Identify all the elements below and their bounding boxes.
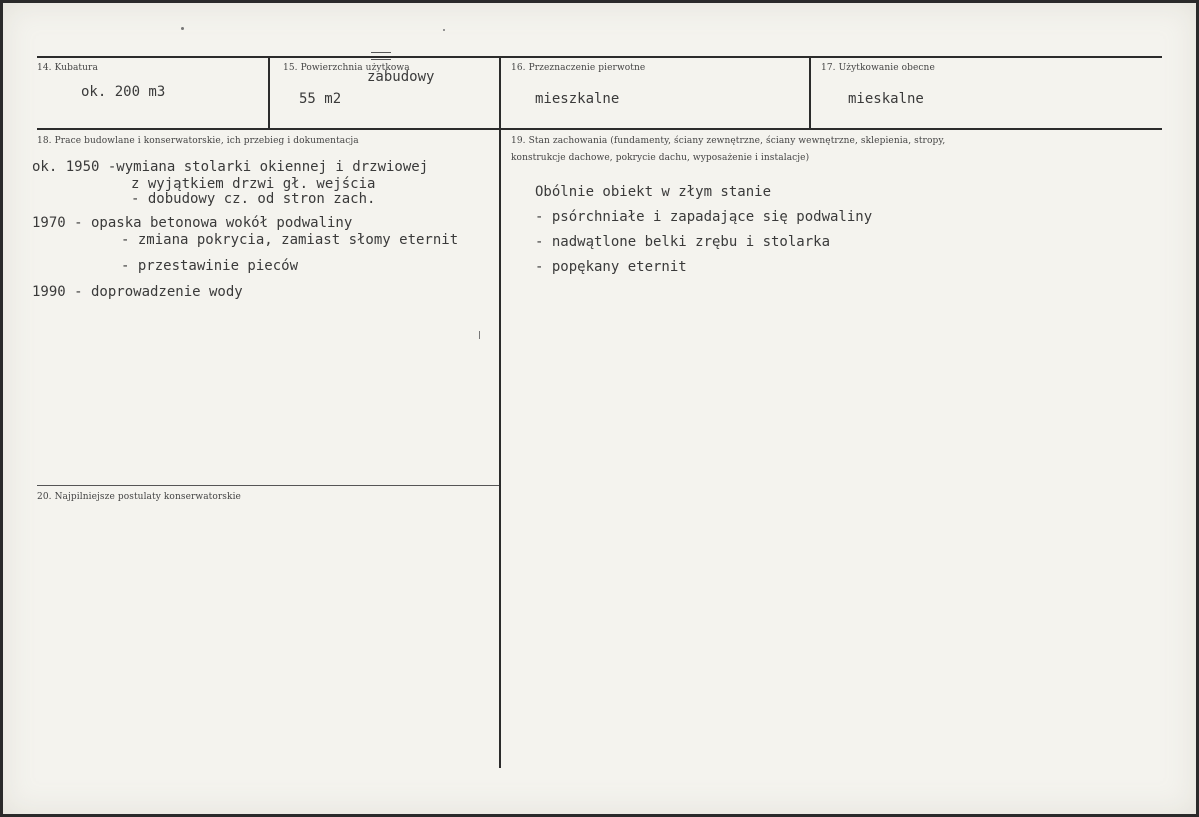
field18-line: 1970 - opaska betonowa wokół podwaliny xyxy=(32,215,353,231)
field18-line: - przestawinie pieców xyxy=(121,258,299,274)
field19-label: 19. Stan zachowania (fundamenty, ściany zewnętrzne, ściany wewnętrzne, sklepienia, stropy, xyxy=(511,136,946,146)
paper-speck xyxy=(479,331,480,339)
field17-label: 17. Użytkowanie obecne xyxy=(821,63,935,73)
field18-line: z wyjątkiem drzwi gł. wejścia xyxy=(131,176,376,192)
field18-label: 18. Prace budowlane i konserwatorskie, ich przebieg i dokumentacja xyxy=(37,136,359,146)
strikeout-mark xyxy=(371,52,391,60)
field18-line: 1990 - doprowadzenie wody xyxy=(32,284,243,300)
field17-value: mieskalne xyxy=(848,91,924,107)
paper-speck xyxy=(181,27,184,30)
col-divider-2 xyxy=(499,58,501,768)
col-divider-3 xyxy=(809,58,811,128)
field18-line: - zmiana pokrycia, zamiast słomy eternit xyxy=(121,232,459,248)
field18-line: - dobudowy cz. od stron zach. xyxy=(131,191,376,207)
field19-label-cont: konstrukcje dachowe, pokrycie dachu, wyposażenie i instalacje) xyxy=(511,153,810,163)
field16-value: mieszkalne xyxy=(535,91,620,107)
top-rule xyxy=(37,56,1162,58)
field14-label: 14. Kubatura xyxy=(37,63,98,73)
field19-line: - psórchniałe i zapadające się podwaliny xyxy=(535,209,873,225)
field15-correction: zabudowy xyxy=(367,69,435,85)
field20-label: 20. Najpilniejsze postulaty konserwatorskie xyxy=(37,492,241,502)
field18-line: ok. 1950 -wymiana stolarki okiennej i drzwiowej xyxy=(32,159,429,175)
field14-value: ok. 200 m3 xyxy=(81,84,166,100)
field15-value: 55 m2 xyxy=(299,91,342,107)
col-divider-1 xyxy=(268,58,270,128)
field15-label: 15. Powierzchnia użytkowa xyxy=(283,63,410,73)
field18-bottom-rule xyxy=(37,485,499,486)
paper-speck xyxy=(443,29,445,31)
field19-line: - popękany eternit xyxy=(535,259,687,275)
field16-label: 16. Przeznaczenie pierwotne xyxy=(511,63,646,73)
row-divider-1 xyxy=(37,128,1162,130)
field19-line: - nadwątlone belki zrębu i stolarka xyxy=(535,234,831,250)
inventory-card xyxy=(3,3,1196,814)
field19-line: Obólnie obiekt w złym stanie xyxy=(535,184,772,200)
